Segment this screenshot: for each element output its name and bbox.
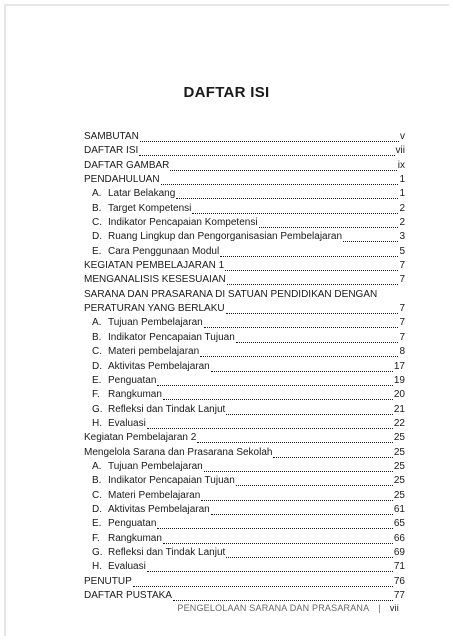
toc-entry-page: 69 [393,546,405,558]
toc-entry-label: KEGIATAN PEMBELAJARAN 1 [84,260,225,272]
toc-dot-leader [163,390,393,400]
toc-entry-label: Aktivitas Pembelajaran [108,503,210,515]
toc-dot-leader [226,304,399,314]
toc-entry-label: Penguatan [108,518,157,530]
toc-entry-page: 2 [399,202,405,214]
toc-dot-leader [133,577,393,587]
toc-entry-label: Materi pembelajaran [108,346,200,358]
toc-dot-leader [226,548,393,558]
toc-entry[interactable] [84,589,405,603]
toc-entry-number: C. [92,217,102,229]
toc-entry[interactable] [84,230,405,244]
toc-entry-page: 65 [393,518,405,530]
toc-dot-leader [220,247,398,257]
toc-entry[interactable] [84,202,405,216]
toc-entry-number: A. [92,188,102,200]
toc-dot-leader [173,591,393,601]
toc-entry-page: 22 [393,417,405,429]
toc-entry-page: 7 [399,303,405,315]
toc-entry-page: 66 [393,532,405,544]
toc-dot-leader [176,189,398,199]
toc-entry[interactable] [84,331,405,345]
toc-entry[interactable] [84,560,405,574]
toc-dot-leader [201,491,393,501]
toc-entry-number: F. [92,389,100,401]
toc-entry-label: MENGANALISIS KESESUAIAN [84,274,226,286]
toc-dot-leader [204,318,399,328]
toc-entry-label: PENDAHULUAN [84,174,160,186]
toc-entry-label: Latar Belakang [108,188,176,200]
toc-dot-leader [140,132,399,142]
footer-page-number: vii [389,603,399,613]
toc-entry-label: Tujuan Pembelajaran [108,317,203,329]
toc-entry-page: 25 [393,475,405,487]
toc-entry[interactable] [84,360,405,374]
toc-dot-leader [147,562,393,572]
toc-entry-label: SARANA DAN PRASARANA DI SATUAN PENDIDIKAN DENGAN [84,288,378,300]
toc-dot-leader [343,232,398,242]
toc-dot-leader [211,505,393,515]
footer-separator: | [378,603,381,613]
toc-entry-page: 7 [399,274,405,286]
toc-dot-leader [161,175,399,185]
toc-dot-leader [200,347,398,357]
toc-entry-page: 19 [393,374,405,386]
toc-entry-label: Rangkuman [108,532,162,544]
toc-entry[interactable] [84,388,405,402]
toc-entry-label: SAMBUTAN [84,131,139,142]
footer-book-title: PENGELOLAAN SARANA DAN PRASARANA [177,603,370,613]
toc-dot-leader [157,376,392,386]
toc-entry-page: 7 [399,317,405,329]
page-footer [177,603,399,613]
toc-entry[interactable] [84,159,405,173]
toc-entry-number: G. [92,546,103,558]
toc-entry[interactable] [84,403,405,417]
toc-entry-number: B. [92,475,102,487]
toc-entry-label: Indikator Pencapaian Tujuan [108,331,235,343]
toc-dot-leader [236,333,399,343]
toc-entry-page: 71 [393,561,405,573]
document-page [4,4,449,636]
toc-entry[interactable] [84,417,405,431]
page-title: DAFTAR ISI [183,84,270,101]
toc-entry[interactable] [84,216,405,230]
toc-entry-label: DAFTAR PUSTAKA [84,590,172,601]
toc-entry-page: 17 [393,360,405,372]
toc-entry-page: 7 [399,331,405,343]
toc-entry-label: Materi Pembelajaran [108,489,201,501]
toc-entry-page: ix [397,159,405,171]
toc-entry-number: G. [92,403,103,415]
toc-entry[interactable] [84,273,405,287]
toc-dot-leader [236,476,393,486]
toc-entry-page: 25 [393,489,405,501]
toc-entry-page: 25 [393,446,405,458]
toc-entry-number: H. [92,561,102,573]
toc-dot-leader [197,433,393,443]
toc-entry-page: 21 [393,403,405,415]
toc-entry[interactable] [84,374,405,388]
toc-entry[interactable] [84,460,405,474]
toc-entry-page: 3 [399,231,405,243]
toc-dot-leader [204,462,393,472]
toc-entry-label: PENUTUP [84,575,132,587]
toc-entry-number: B. [92,331,102,343]
toc-entry[interactable] [84,245,405,259]
toc-entry-number: E. [92,518,102,530]
toc-entry-label: Evaluasi [108,561,146,573]
toc-entry-page: 8 [399,346,405,358]
toc-entry-label: Cara Penggunaan Modul [108,245,220,257]
toc-dot-leader [227,275,399,285]
toc-entry-label: Refleksi dan Tindak Lanjut [108,403,226,415]
toc-entry[interactable] [84,503,405,517]
toc-entry-label: Refleksi dan Tindak Lanjut [108,546,226,558]
toc-entry[interactable] [84,187,405,201]
toc-dot-leader [163,534,393,544]
toc-entry-label: Indikator Pencapaian Kompetensi [108,217,258,229]
toc-entry-label: DAFTAR ISI [84,145,139,157]
toc-entry[interactable] [84,546,405,560]
toc-entry-number: C. [92,346,102,358]
toc-entry[interactable] [84,474,405,488]
toc-entry-page: 20 [393,389,405,401]
toc-entry-label: Evaluasi [108,417,146,429]
toc-entry-number: D. [92,503,102,515]
toc-entry-page: 25 [393,432,405,444]
toc-entry[interactable] [84,144,405,158]
toc-entry-label: Target Kompetensi [108,202,192,214]
toc-entry-number: B. [92,202,102,214]
toc-entry-label: Mengelola Sarana dan Prasarana Sekolah [84,446,273,458]
toc-dot-leader [225,261,398,271]
toc-entry-page: 25 [393,460,405,472]
toc-dot-leader [157,519,392,529]
toc-entry-label: DAFTAR GAMBAR [84,159,170,171]
toc-entry[interactable] [84,575,405,589]
toc-entry-number: E. [92,374,102,386]
toc-entry-number: H. [92,417,102,429]
toc-entry-page: 1 [399,174,405,186]
toc-entry-number: A. [92,317,102,329]
toc-entry[interactable] [84,130,405,144]
toc-entry[interactable] [84,489,405,503]
toc-entry-page: 5 [399,245,405,257]
toc-entry-number: A. [92,460,102,472]
toc-dot-leader [211,362,393,372]
toc-entry-label: Penguatan [108,374,157,386]
toc-entry-label: Kegiatan Pembelajaran 2 [84,432,197,444]
toc-dot-leader [147,419,393,429]
toc-entry[interactable] [84,288,405,302]
toc-entry-number: D. [92,360,102,372]
toc-entry-number: D. [92,231,102,243]
toc-entry-label: Ruang Lingkup dan Pengorganisasian Pembelajaran [108,231,343,243]
toc-entry-page: 7 [399,260,405,272]
toc-entry-number: E. [92,245,102,257]
toc-dot-leader [192,204,398,214]
toc-entry[interactable] [84,345,405,359]
toc-entry-page: 2 [399,217,405,229]
table-of-contents [84,130,405,603]
toc-entry-page: 76 [393,575,405,587]
toc-dot-leader [139,146,394,156]
toc-dot-leader [273,448,392,458]
toc-entry[interactable] [84,259,405,273]
toc-dot-leader [259,218,399,228]
toc-entry-label: Rangkuman [108,389,162,401]
toc-entry-number: F. [92,532,100,544]
toc-entry[interactable] [84,446,405,460]
toc-entry[interactable] [84,532,405,546]
toc-entry-page: vii [395,145,405,157]
toc-dot-leader [170,161,396,171]
toc-entry[interactable] [84,517,405,531]
toc-entry-number: C. [92,489,102,501]
toc-dot-leader [226,405,393,415]
toc-entry-page: 61 [393,503,405,515]
toc-entry[interactable] [84,316,405,330]
toc-entry-page: 77 [393,590,405,601]
toc-entry[interactable] [84,173,405,187]
toc-entry-label: PERATURAN YANG BERLAKU [84,303,225,315]
toc-entry-page: v [400,131,405,142]
toc-entry[interactable] [84,431,405,445]
toc-entry-page: 1 [399,188,405,200]
toc-entry-label: Aktivitas Pembelajaran [108,360,210,372]
toc-entry-label: Tujuan Pembelajaran [108,460,203,472]
toc-entry-label: Indikator Pencapaian Tujuan [108,475,235,487]
toc-entry[interactable] [84,302,405,316]
